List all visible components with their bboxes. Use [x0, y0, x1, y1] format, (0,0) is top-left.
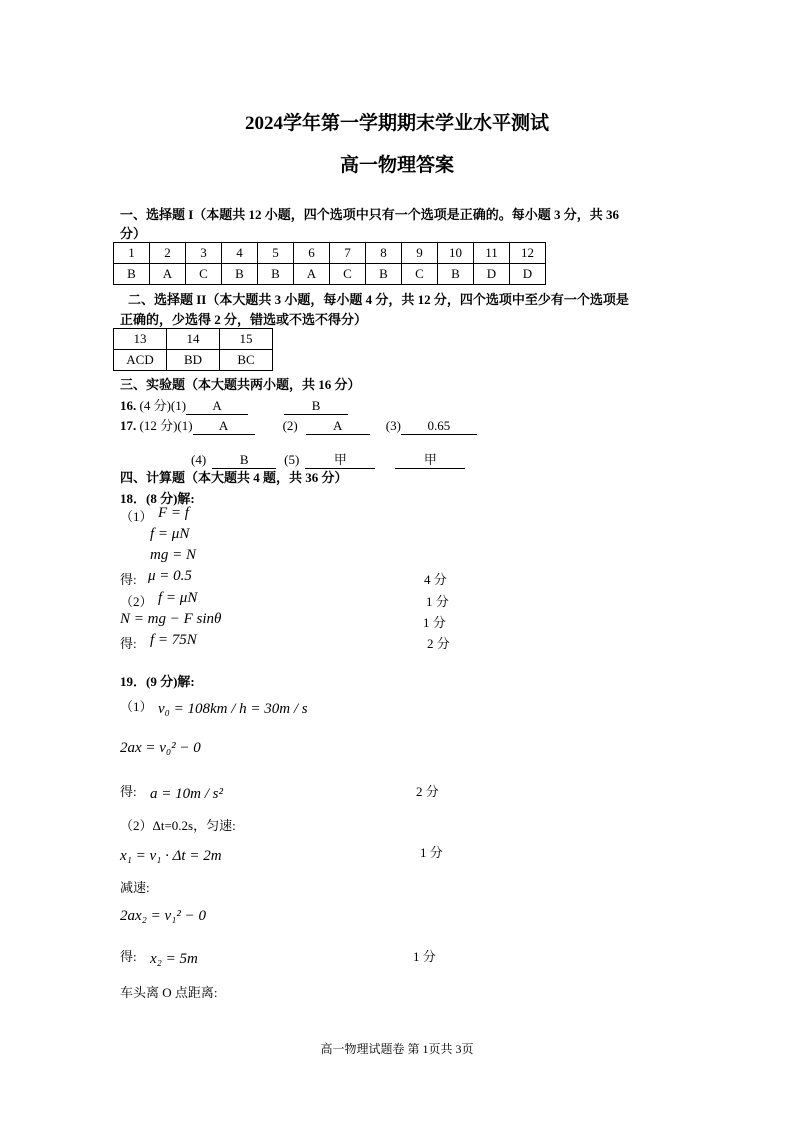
q19-part-1: （1）: [120, 699, 153, 714]
q19-part-2: （2）Δt=0.2s，匀速:: [120, 818, 236, 833]
table-cell: 12: [510, 243, 546, 264]
table-cell: B: [366, 264, 402, 285]
q18-eq4: μ = 0.5: [148, 568, 192, 584]
q18-eq1: F = f: [158, 505, 189, 521]
q18-part-2: （2）: [120, 594, 153, 609]
section1-heading-line2: 分）: [120, 226, 147, 241]
question-16: [120, 395, 348, 415]
table-cell: BD: [167, 350, 220, 371]
q17-score: (12 分)(1): [136, 418, 193, 433]
table-cell: C: [402, 264, 438, 285]
q16-score: (4 分)(1): [136, 398, 187, 413]
q18-score-1: 4 分: [424, 572, 447, 587]
table-cell: B: [438, 264, 474, 285]
q16-answer-1: A: [186, 398, 248, 415]
table-cell: ACD: [114, 350, 167, 371]
section2-heading-line2: 正确的，少选得 2 分，错选或不选不得分）: [120, 312, 368, 327]
table-cell: 13: [114, 329, 167, 350]
table-cell: 11: [474, 243, 510, 264]
q19-eq3: a = 10m / s²: [150, 786, 223, 802]
q19-eq1: v₀ = 108km / h = 30m / s: [158, 701, 308, 717]
q18-eq5: f = μN: [158, 590, 198, 606]
q17-label: 17.: [120, 418, 137, 433]
q18-score-3: 1 分: [423, 615, 446, 630]
table-row-answers: [114, 350, 273, 371]
q17-answer-2: A: [306, 418, 370, 435]
q18-eq6: N = mg − F sinθ: [120, 611, 222, 627]
q19-get-1: 得:: [120, 784, 137, 799]
section1-answer-table: [113, 242, 546, 285]
table-cell: D: [474, 264, 510, 285]
q19-score-1: 2 分: [416, 784, 439, 799]
section2-answer-table: [113, 328, 273, 371]
q17-answer-4: B: [212, 452, 276, 469]
q19-get-2: 得:: [120, 949, 137, 964]
document-subtitle: 高一物理答案: [339, 155, 454, 176]
table-cell: 2: [150, 243, 186, 264]
table-cell: 7: [330, 243, 366, 264]
question-17-cont: [191, 449, 465, 469]
q19-decel: 减速:: [120, 880, 150, 895]
q19-score-2: 1 分: [420, 845, 443, 860]
table-cell: 6: [294, 243, 330, 264]
section3-heading: 三、实验题（本大题共两小题，共 16 分）: [120, 377, 361, 392]
section1-heading-line1: 一、选择题 I（本题共 12 小题，四个选项中只有一个选项是正确的。每小题 3 分，共 36: [120, 207, 620, 222]
q17-answer-1: A: [193, 418, 255, 435]
table-cell: D: [510, 264, 546, 285]
table-cell: 14: [167, 329, 220, 350]
table-cell: B: [222, 264, 258, 285]
question-17: [120, 415, 477, 435]
q19-eq4: x₁ = v₁ · Δt = 2m: [120, 848, 222, 864]
table-cell: BC: [220, 350, 273, 371]
q16-label: 16.: [120, 398, 137, 413]
q18-get-1: 得:: [120, 572, 137, 587]
q17-answer-5a: 甲: [305, 449, 375, 469]
table-cell: A: [150, 264, 186, 285]
q16-answer-2: B: [284, 398, 348, 415]
q19-last-line: 车头离 O 点距离:: [120, 985, 218, 1000]
q18-score-4: 2 分: [427, 636, 450, 651]
page-footer: 高一物理试题卷 第 1页共 3页: [320, 1042, 474, 1056]
table-cell: 4: [222, 243, 258, 264]
table-cell: 9: [402, 243, 438, 264]
q17-answer-3: 0.65: [401, 418, 477, 435]
q17-part-3: (3): [385, 418, 401, 433]
section4-heading: 四、计算题（本大题共 4 题，共 36 分）: [120, 470, 348, 485]
table-cell: 5: [258, 243, 294, 264]
table-cell: 3: [186, 243, 222, 264]
section2-heading-line1: 二、选择题 II（本大题共 3 小题，每小题 4 分，共 12 分，四个选项中至少有一个选项是: [128, 292, 629, 307]
q18-part-1: （1）: [120, 509, 153, 524]
q17-part-5: (5): [284, 452, 300, 467]
q18-eq3: mg = N: [150, 547, 196, 563]
table-cell: 8: [366, 243, 402, 264]
q19-eq2: 2ax = v₀² − 0: [120, 740, 201, 756]
table-cell: 15: [220, 329, 273, 350]
q18-score-2: 1 分: [426, 594, 449, 609]
q18-eq2: f = μN: [150, 526, 190, 542]
q19-title: 19．(9 分)解:: [120, 674, 195, 689]
table-cell: B: [258, 264, 294, 285]
table-row-numbers: [114, 243, 546, 264]
document-title: 2024学年第一学期期末学业水平测试: [244, 113, 549, 134]
table-cell: 1: [114, 243, 150, 264]
q18-eq7: f = 75N: [150, 632, 197, 648]
table-cell: B: [114, 264, 150, 285]
table-row-answers: [114, 264, 546, 285]
q17-part-2: (2): [282, 418, 298, 433]
q17-answer-5b: 甲: [395, 449, 465, 469]
q18-title: 18．(8 分)解:: [120, 491, 195, 506]
table-cell: A: [294, 264, 330, 285]
q17-part-4: (4): [191, 452, 207, 467]
q18-get-2: 得:: [120, 636, 137, 651]
table-cell: C: [330, 264, 366, 285]
q19-score-3: 1 分: [413, 949, 436, 964]
q19-eq6: x₂ = 5m: [150, 951, 198, 967]
table-row-numbers: [114, 329, 273, 350]
table-cell: C: [186, 264, 222, 285]
q19-eq5: 2ax₂ = v₁² − 0: [120, 908, 206, 924]
table-cell: 10: [438, 243, 474, 264]
